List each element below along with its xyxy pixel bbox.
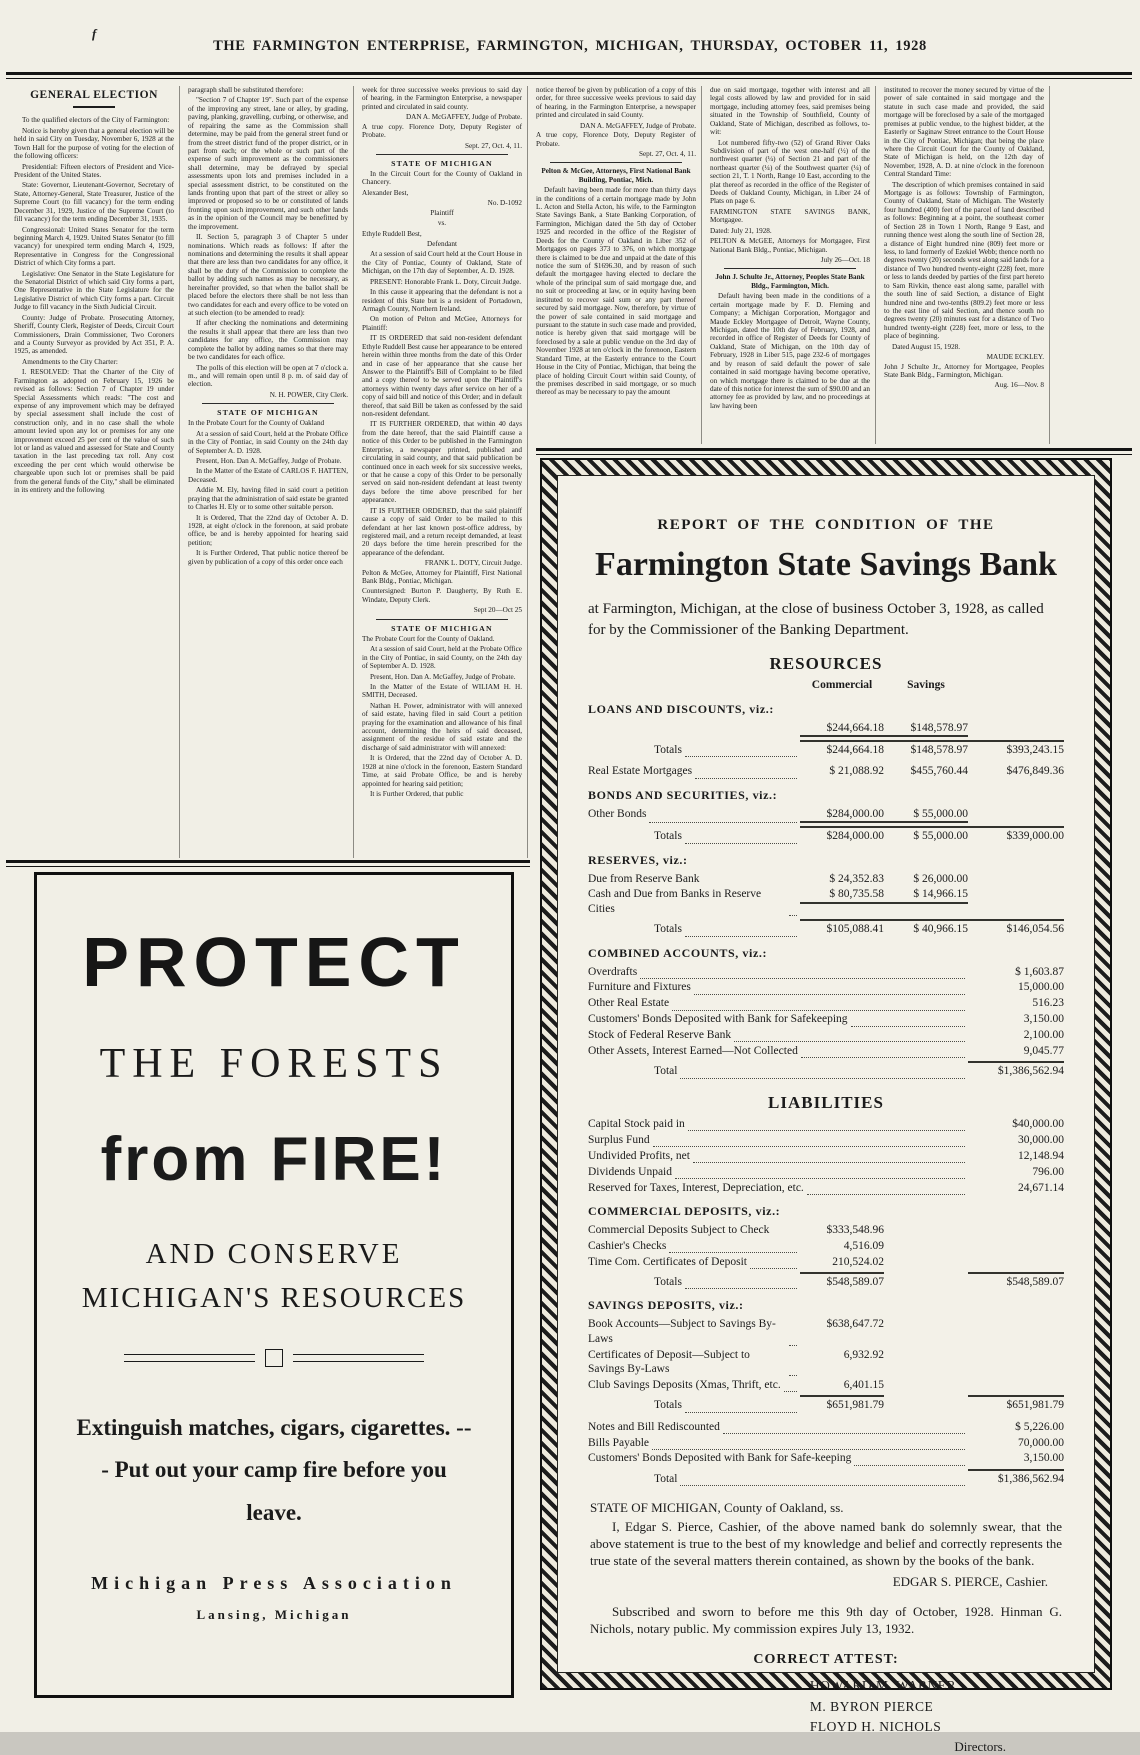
dot-leader — [695, 775, 797, 779]
row-label: Notes and Bill Rediscounted — [588, 1420, 720, 1433]
dot-leader — [702, 883, 797, 886]
amount-commercial: 210,524.02 — [832, 1255, 884, 1268]
amount-commercial: $244,664.18 — [800, 721, 884, 737]
bank-report-inner — [557, 475, 1095, 1755]
dot-leader — [723, 1430, 965, 1434]
text-block: notice thereof be given by publication of a copy of this order, for three successive weeks previous to said day of hearing, in the Farmington Enterprise, a newspaper printed and circulated in said County. — [536, 86, 696, 120]
dot-leader — [789, 1342, 797, 1346]
text-block: "Section 7 of Chapter 19". Such part of the expense of the improving any street, lane or alley, by grading, paving, planking, gravelling, curbing, or otherwise, and of repairing the same as the Commission shall determine, may be paid from the general street fund or from the street district fund of the proper district, or in part from each; or the whole or such part of the expense of such improvement as the commissioners shall determine, may be defrayed by special assessments upon lots and premises included in a special assessment district, to be constituted on the lands fronting upon that part of the street or alley so improved or proposed so to be or constituted of lands fronting upon such improvement, and such other lands as in the opinion of the Council may be benefitted by the improvement. — [188, 96, 348, 231]
dot-leader — [854, 1462, 965, 1466]
amount-total: 3,150.00 — [1023, 1452, 1064, 1465]
text-block: Default having been made in the conditions of a certain mortgage made by F. D. Fleming and Company; a Michigan Corporation, Mortgagor and Maude Eckley Mortgagee of Detroit, Wayne County, Michigan, dated the 10th day of February, 1928, and recorded in office of Register of Deeds for County of Oakland, State of Michigan, on the 10th day of February, 1928 in Liber 515, page 232-6 of mortgages and by reason of said default the power of sale contained in said mortgage having become operative, on which mortgage there is claimed to be due at the date of this notice for interest the sum of $90.00 and an attorney fee as provided by law, and no proceedings at law having been — [710, 292, 870, 410]
amount-commercial: $284,000.00 — [800, 807, 884, 823]
text-block: FRANK L. DOTY, Circuit Judge. — [424, 559, 522, 568]
amount-commercial: 4,516.09 — [843, 1239, 884, 1252]
statement-row — [588, 764, 1064, 778]
amount-commercial: $284,000.00 — [800, 826, 884, 843]
text-block — [376, 154, 508, 155]
amount-total: $ 5,226.00 — [1015, 1420, 1064, 1433]
text-block — [724, 268, 856, 269]
row-label: RESERVES, viz.: — [588, 852, 688, 867]
row-label: Surplus Fund — [588, 1133, 650, 1146]
text-block: week for three successive weeks previous to said day of hearing, in the Farmington Enterprise, a newspaper printed and circulated in said county. — [362, 86, 522, 111]
text-block: PRESENT: Honorable Frank L. Doty, Circuit Judge. — [370, 277, 522, 286]
text-block: instituted to recover the money secured by virtue of the power of sale contained in said mortgage and the statute in such case made and provided, the said mortgage will be foreclosed by a sale of the mortgaged premises at public vendue, to the highest bidder, at the Easterly or Saginaw Street entrance to the Court House in the City of Pontiac, Michigan; that being the place where the Circuit Court for the County of Oakland, State of Michigan is held, on the 12th day of November, 1928, A. D. at nine o'clock in the forenoon Central Standard Time: — [884, 86, 1044, 179]
dot-leader — [783, 1216, 797, 1219]
amount-commercial: $548,589.07 — [800, 1272, 884, 1289]
text-block: Present, Hon. Dan A. McGaffey, Judge of Probate. — [196, 456, 342, 465]
amount-total: $651,981.79 — [968, 1395, 1064, 1412]
statement-row — [588, 1469, 1064, 1486]
statement-row — [588, 1451, 1064, 1465]
amount-savings: $ 55,000.00 — [884, 826, 968, 843]
dot-leader — [685, 1285, 797, 1289]
dot-leader — [680, 1482, 965, 1486]
text-block — [550, 162, 682, 163]
statement-row — [588, 853, 1064, 868]
statement-row — [588, 1395, 1064, 1412]
row-label: Due from Reserve Bank — [588, 872, 700, 885]
statement-row — [588, 1181, 1064, 1195]
amount-commercial: $105,088.41 — [800, 919, 884, 936]
statement-row — [588, 1028, 1064, 1042]
statement-row — [588, 1420, 1064, 1434]
text-block: The description of which premises contained in said Mortgage is as follows: Township of Farmington, County of Oakland, State of Michigan. The Westerly four hundred (400) feet of the parcel of land described as follows: Beginning at a point, the southeast corner of Section 28 in Town 1 North, Range 9 East, and running thence west along the south line of Section 28, a distance of Eight hundred nine (809) feet more or less, to land formerly of Ezekiel Webb; thence north no degrees twenty (20) seconds west along said lands for a distance of Two hundred twenty-eight (228) feet, more or less to lands deeded by parties of the first part hereto to Sam Rivkin, thence east along same, parallel with the south line of said Section, a distance of Eight hundred nine and two-tenths (809.2) feet more or less to the east line of said Section, and thence south no degrees twenty (20) minutes east for a distance of Two hundred twenty-eight (228) feet, more or less, to the place of beginning. — [884, 180, 1044, 341]
dot-leader — [747, 1310, 797, 1313]
text-block: I. RESOLVED: That the Charter of the City of Farmington as adopted on February 15, 1926 be revised as follows: Section 7 of Chapter 19 under Special Assessments which reads: "The cost and expense of any improvement which may be defrayed by special assessment shall include the cost of construction only, and in no case shall the whole amount levied upon any lot or premises for any one improvement exceed 25 per cent of the value of such lot or land as valued and assessed for State and County taxation in the last preceding tax roll. Any cost exceeding the per cent which would otherwise be chargeable upon such lot or premises shall be paid from the general funds of the City," shall be eliminated in its entirety and the following — [14, 368, 174, 495]
text-block: Notice is hereby given that a general election will be held in said City on Tuesday, November 6, 1928 at the Town Hall for the purpose of voting for the election of the following officers: — [14, 126, 174, 161]
ornament-square-icon — [265, 1349, 283, 1367]
amount-total: 3,150.00 — [1023, 1013, 1064, 1026]
directors-list — [810, 1676, 956, 1737]
ad-organization: Michigan Press Association — [91, 1573, 457, 1594]
row-label: Overdrafts — [588, 965, 638, 978]
text-block: Congressional: United States Senator for the term beginning March 4, 1929. United States Senator (to fill vacancy) for unexpired term ending March 4, 1929, Representative in Congress for the Congressional District of which City forms a part. — [14, 225, 174, 268]
affidavit — [590, 1500, 1062, 1570]
amount-total: $393,243.15 — [968, 740, 1064, 757]
liabilities-heading: LIABILITIES — [768, 1092, 884, 1112]
statement-row — [588, 1378, 1064, 1392]
statement-row — [588, 1223, 1064, 1237]
statement-row — [588, 1272, 1064, 1289]
dot-leader — [640, 975, 965, 979]
text-block: Sept. 27, Oct. 4, 11. — [464, 141, 522, 150]
dot-leader — [851, 1023, 965, 1027]
cashier-signature: EDGAR S. PIERCE, Cashier. — [892, 1573, 1048, 1589]
statement-row — [588, 919, 1064, 936]
masthead-title: THE FARMINGTON ENTERPRISE, FARMINGTON, MICHIGAN, THURSDAY, OCTOBER 11, 1928 — [213, 38, 927, 54]
amount-commercial: 6,401.15 — [843, 1378, 884, 1391]
amount-savings: Savings — [907, 679, 945, 692]
statement-row — [588, 1012, 1064, 1026]
dot-leader — [680, 1075, 965, 1079]
row-label: Time Com. Certificates of Deposit — [588, 1255, 747, 1268]
row-label: Reserved for Taxes, Interest, Depreciation, etc. — [588, 1181, 804, 1194]
amount-savings: $ 40,966.15 — [884, 919, 968, 936]
row-label: Total — [654, 1472, 678, 1485]
text-block: Alexander Best, — [362, 188, 409, 197]
text-block: FARMINGTON STATE SAVINGS BANK, Mortgagee. — [710, 207, 870, 225]
amount-total: 24,671.14 — [1018, 1181, 1064, 1194]
amount-total: $548,589.07 — [968, 1272, 1064, 1289]
directors-label: Directors. — [954, 1739, 1006, 1755]
amount-commercial: Commercial — [811, 679, 873, 692]
notary-statement — [590, 1604, 1062, 1638]
text-block: John J Schulte Jr., Attorney for Mortgagee, Peoples State Bank Bldg., Farmington, Michigan. — [884, 362, 1044, 379]
text-block: Presidential: Fifteen electors of President and Vice-President of the United States. — [14, 162, 174, 179]
amount-total: $146,054.56 — [968, 919, 1064, 936]
text-block: It is Further Ordered, That public notice thereof be given by publication of a copy of this order once each — [188, 549, 348, 566]
text-block: Amendments to the City Charter: — [22, 357, 118, 366]
row-label: Club Savings Deposits (Xmas, Thrift, etc. — [588, 1378, 781, 1391]
text-block: Defendant — [427, 240, 457, 249]
statement-row — [588, 702, 1064, 717]
column-4 — [536, 86, 702, 444]
row-label: Commercial Deposits Subject to Check — [588, 1223, 770, 1236]
text-block: vs. — [437, 219, 447, 228]
statement-row — [588, 996, 1064, 1010]
bank-report-subtitle: at Farmington, Michigan, at the close of business October 3, 1928, as called for by the Commissioner of the Banking Department. — [588, 601, 1044, 638]
forest-fire-ad — [34, 872, 514, 1698]
amount-commercial: 6,932.92 — [843, 1348, 884, 1361]
amount-commercial: $ 24,352.83 — [829, 872, 884, 885]
row-label: Totals — [654, 923, 682, 936]
text-block: In the Matter of the Estate of WILIAM H. H. SMITH, Deceased. — [362, 682, 522, 700]
row-label: Certificates of Deposit—Subject to Savings By-Laws — [588, 1348, 750, 1376]
text-block: IT IS FURTHER ORDERED, that within 40 days from the date hereof, that the said Plaintiff cause a notice of this Order to be published in the Farmington Enterprise, a newspaper printed, published and circulating in said county, and that said publication be continued once in each week for six successive weeks, or that he cause a copy of this Order to be personally served on said non-resident defendant at least twenty days before the time above prescribed for her appearance. — [362, 420, 522, 505]
row-label: LOANS AND DISCOUNTS, viz.: — [588, 701, 774, 716]
dot-leader — [693, 1159, 965, 1163]
statement-row — [588, 740, 1064, 757]
statement-row — [588, 1436, 1064, 1450]
row-label: Total — [654, 1065, 678, 1078]
text-block: Dated: July 21, 1928. — [710, 226, 772, 235]
amount-commercial: $638,647.72 — [826, 1318, 884, 1331]
bank-report-kicker: REPORT OF THE CONDITION OF THE — [657, 517, 995, 533]
amount-savings: $148,578.97 — [884, 721, 968, 737]
dot-leader — [669, 1249, 797, 1253]
amount-savings: $ 14,966.15 — [884, 887, 968, 903]
bank-report-box — [540, 458, 1112, 1755]
statement-row — [588, 1298, 1064, 1313]
amount-savings: $455,760.44 — [910, 765, 968, 778]
text-block — [376, 619, 508, 620]
dot-leader — [685, 1409, 797, 1413]
text-block: At a session of said Court held at the Court House in the City of Pontiac, County of Oakland, State of Michigan, on the 17th day of September, A. D. 1928. — [362, 250, 522, 276]
row-label: SAVINGS DEPOSITS, viz.: — [588, 1298, 744, 1313]
amount-total: 12,148.94 — [1018, 1149, 1064, 1162]
statement-row — [588, 1165, 1064, 1179]
text-block: Ethyle Ruddell Best, — [362, 229, 422, 238]
affidavit-intro: STATE OF MICHIGAN, County of Oakland, ss. — [590, 1500, 844, 1516]
statement-row — [588, 1061, 1064, 1078]
statement-row — [588, 872, 1064, 886]
text-block: MAUDE ECKLEY. — [986, 353, 1044, 362]
amount-commercial: $244,664.18 — [800, 740, 884, 757]
text-block: In the Circuit Court for the County of Oakland in Chancery. — [362, 170, 522, 187]
row-label: Other Real Estate — [588, 997, 670, 1010]
text-block: July 26—Oct. 18 — [820, 256, 870, 265]
resources-heading: RESOURCES — [769, 653, 883, 673]
dot-leader — [780, 800, 797, 803]
notary-text: Subscribed and sworn to before me this 9th day of October, 1928. Hinman G. Nichols, notary public. My commission expires July 13, 1932. — [590, 1603, 1062, 1636]
text-block: County: Judge of Probate. Prosecuting Attorney, Sheriff, County Clerk, Register of Deeds, Circuit Court Commissioners, Drain Commissioner, Two Coroners and a County Surveyor as provided by Act 351, P. A. 1925, as amended. — [14, 313, 174, 356]
amount-total: 796.00 — [1032, 1165, 1064, 1178]
folio-mark: f — [92, 26, 97, 41]
row-label: Customers' Bonds Deposited with Bank for Safe-keeping — [588, 1452, 852, 1465]
row-label: Totals — [654, 1399, 682, 1412]
text-block: On motion of Pelton and McGee, Attorneys for Plaintiff: — [362, 315, 522, 332]
dot-leader — [649, 819, 797, 823]
text-block: IT IS FURTHER ORDERED, that the said plaintiff cause a copy of said Order to be mailed to this defendant at her last known post-office address, by registered mail, and a return receipt demanded, at least 20 days before the time herein prescribed for the appearance of the defendant. — [362, 506, 522, 557]
text-block: Present, Hon. Dan A. McGaffey, Judge of Probate. — [370, 672, 516, 681]
row-label: Undivided Profits, net — [588, 1149, 690, 1162]
statement-row — [588, 1348, 1064, 1377]
row-label: Customers' Bonds Deposited with Bank for Safekeeping — [588, 1013, 848, 1026]
text-block — [202, 403, 334, 404]
statement-row — [588, 980, 1064, 994]
text-block: State: Governor, Lieutenant-Governor, Secretary of State, Attorney-General, State Treasurer, Justice of the Supreme Court (to fill vacancy) for the term ending December 31, 1929, Justice of the Supreme Court (to fill vacancy) for the term ending December 31, 1935. — [14, 181, 174, 224]
dot-leader — [694, 991, 965, 995]
dot-leader — [750, 1265, 797, 1269]
statement-row — [588, 1044, 1064, 1058]
amount-total: $40,000.00 — [1012, 1118, 1064, 1131]
ornament-line-left — [124, 1354, 255, 1362]
dot-leader — [591, 734, 797, 737]
amount-savings: $ 55,000.00 — [884, 807, 968, 823]
affidavit-body: I, Edgar S. Pierce, Cashier, of the above named bank do solemnly swear, that the above statement is true to the best of my knowledge and belief and correctly represents the true state of the several matters therein contained, as shown by the books of the bank. — [590, 1519, 1062, 1568]
text-block: due on said mortgage, together with interest and all legal costs allowed by law and provided for in said mortgage, including attorney fees, said premises being situated in the Township of Southfield, County of Oakland, State of Michigan, described as follows, to-wit: — [710, 86, 870, 137]
dot-leader — [672, 1007, 965, 1011]
text-block: STATE OF MICHIGAN — [391, 623, 493, 633]
column-3 — [362, 86, 528, 858]
dot-leader — [591, 690, 797, 693]
resources-table — [588, 678, 1064, 1078]
dot-leader — [685, 840, 797, 844]
row-label: Book Accounts—Subject to Savings By-Laws — [588, 1318, 776, 1345]
statement-row — [588, 1239, 1064, 1253]
ornament-line-right — [293, 1354, 424, 1362]
ad-subline-resources: MICHIGAN'S RESOURCES — [81, 1281, 467, 1314]
row-label: Bills Payable — [588, 1436, 650, 1449]
row-label: COMBINED ACCOUNTS, viz.: — [588, 945, 768, 960]
dot-leader — [807, 1191, 965, 1195]
text-block: A true copy. Florence Doty, Deputy Register of Probate. — [362, 122, 522, 140]
ad-slogan: Extinguish matches, cigars, cigarettes. --- Put out your camp fire before you leave. — [76, 1414, 472, 1525]
text-block: No. D-1092 — [487, 199, 522, 208]
amount-total: 2,100.00 — [1023, 1029, 1064, 1042]
dot-leader — [685, 933, 797, 937]
text-block: In this cause it appearing that the defendant is not a resident of this State but is a resident of Portadown, Armagh County, Northern Ireland. — [362, 288, 522, 313]
dot-leader — [789, 912, 797, 916]
row-label: Totals — [654, 744, 682, 757]
column-6 — [884, 86, 1050, 444]
statement-row — [588, 1317, 1064, 1346]
amount-total: $339,000.00 — [968, 826, 1064, 843]
text-block: Sept 20—Oct 25 — [473, 606, 522, 615]
text-block: In the Probate Court for the County of Oakland — [188, 419, 325, 428]
dot-leader — [691, 865, 797, 868]
director-name: FLOYD H. NICHOLS — [809, 1718, 942, 1734]
amount-commercial: $ 80,735.58 — [800, 887, 884, 903]
statement-row — [588, 1149, 1064, 1163]
ad-divider-ornament — [124, 1349, 424, 1367]
ad-headline-protect: PROTECT — [82, 923, 466, 1001]
text-block: John J. Schulte Jr., Attorney, Peoples State Bank Bldg., Farmington, Mich. — [715, 273, 865, 290]
right-section-rule — [536, 448, 1132, 455]
dot-leader — [685, 753, 797, 757]
text-block: IT IS ORDERED that said non-resident defendant Ethyle Ruddell Best cause her appearance to be entered herein within three months from the date of this Order and in case of her appearance that she cause her Answer to the Plaintiff's Bill of Complaint to be filed and a copy thereof to be served upon the Plaintiff's attorneys within twenty days after service on her of a copy of said bill and notice of this Order; and in default thereof, that said Bill be taken as confessed by the said non-resident defendant. — [362, 334, 522, 419]
dot-leader — [801, 1054, 965, 1058]
statement-row — [588, 678, 1064, 692]
row-label: Furniture and Fixtures — [588, 981, 691, 994]
text-block: If after checking the nominations and determining the results it shall appear that there are less than two candidates for any office, the Commission may complete the ballot by adding names so that there may be two candidates for each office. — [188, 319, 348, 362]
statement-row — [588, 965, 1064, 979]
text-block: It is Ordered, That the 22nd day of October A. D. 1928, at eight o'clock in the forenoon, at said probate office, be and is hereby appointed for hearing said petition; — [188, 513, 348, 547]
text-block: STATE OF MICHIGAN — [217, 408, 319, 418]
amount-total: 516.23 — [1032, 997, 1064, 1010]
column-2 — [188, 86, 354, 858]
dot-leader — [652, 1446, 965, 1450]
statement-row — [588, 1117, 1064, 1131]
amount-commercial: $ 21,088.92 — [829, 765, 884, 778]
statement-row — [588, 946, 1064, 961]
text-block: A true copy, Florence Doty, Deputy Register of Probate. — [536, 131, 696, 148]
text-block: Plaintiff — [430, 208, 454, 217]
statement-row — [588, 1133, 1064, 1147]
amount-commercial: $651,981.79 — [800, 1395, 884, 1412]
row-label: Cash and Due from Banks in Reserve Cities — [588, 888, 762, 915]
dot-leader — [789, 1372, 797, 1376]
text-block: DAN A. McGAFFEY, Judge of Probate. — [405, 113, 522, 122]
director-name: HOWARD M. WARNER — [809, 1678, 956, 1694]
row-label: Real Estate Mortgages — [588, 765, 693, 778]
text-block: Addie M. Ely, having filed in said court a petition praying that the administration of said estate be granted to Charles H. Ely or to some other suitable person. — [188, 486, 348, 512]
amount-total: 15,000.00 — [1018, 981, 1064, 994]
dot-leader — [688, 1127, 965, 1131]
text-block: The Probate Court for the County of Oakland. — [362, 634, 495, 643]
text-block: Nathan H. Power, administrator with will annexed of said estate, having filed in said Court a petition praying for the examination and allowance of his final account, determining the heirs of said deceased, assignment of the residue of said estate and the discharge of said administrator with will annexed: — [362, 701, 522, 752]
row-label: BONDS AND SECURITIES, viz.: — [588, 787, 778, 802]
amount-total: $1,386,562.94 — [968, 1061, 1064, 1078]
text-block: Default having been made for more than thirty days in the conditions of a certain mortgage made by John L. Acton and Stella Acton, his wife, to the Farmington State Savings Bank, a State Banking Corporation, of Farmington, Michigan dated the 5th day of October 1925 and recorded in the office of the Register of Deeds for the County of Oakland in Liber 352 of Mortgages on pages 373 to 376, on which mortgage there is claimed to be due and unpaid at the date of this notice the sum of $1696.30, and by reason of such default the mortgagee having elected to declare the whole of the principal sum of said mortgage due, and no suit or proceeding at law, or in equity having been instituted to recover said sum or any part thereof secured by said mortgage. Now, therefore, by virtue of the power of sale contained in said mortgage and pursuant to the statute in such case made and provided, notice is hereby given that said mortgage will be foreclosed by a sale at public vendue on the 3rd day of November 1928 at ten o'clock in the forenoon, Eastern Standard Time, at the Easterly entrance to the Court House in the City of Pontiac, Michigan, that being the place of holding Circuit Court within said County, of the premises described in said mortgage, or so much thereof as may be necessary to pay the amount — [536, 186, 696, 397]
amount-total: $476,849.36 — [1006, 765, 1064, 778]
statement-row — [588, 807, 1064, 823]
liabilities-table — [588, 1117, 1064, 1486]
text-block: DAN A. McGAFFEY, Judge of Probate. — [579, 121, 696, 130]
dot-leader — [770, 958, 797, 961]
text-block: Legislative: One Senator in the State Legislature for the Senatorial District of which said City forms a part, One Representative in the State Legislature for the Legislative District of which City forms a part. Circuit Judge to fill vacancy in the Sixth Judicial Circuit. — [14, 269, 174, 312]
amount-total: 9,045.77 — [1023, 1044, 1064, 1057]
text-block: II. Section 5, paragraph 3 of Chapter 5 under nominations. Which reads as follows: If after the nominations and determining the results it shall appear that there are less than two candidates for any office, it shall be the duty of the Commission to complete the ballot by adding such names as may be necessary, as hereinafter provided, so that when the ballot shall be placed before the electors there shall be not less than two candidates for each and every office to be voted on at such election (to be amended to read): — [188, 233, 348, 317]
text-block: In the Matter of the Estate of CARLOS F. HATTEN, Deceased. — [188, 467, 348, 484]
row-label: Totals — [654, 830, 682, 843]
text-block: At a session of said Court, held at the Probate Office in the City of Pontiac, in said County on the 24th day of September A. D. 1928. — [188, 429, 348, 455]
ad-city: Lansing, Michigan — [196, 1607, 352, 1623]
row-label: Other Bonds — [588, 807, 647, 820]
attest-heading: CORRECT ATTEST: — [753, 1651, 899, 1667]
row-label: Cashier's Checks — [588, 1239, 667, 1252]
text-block: Pelton & McGee, Attorneys, First National Bank Building, Pontiac, Mich. — [541, 167, 691, 184]
text-block: STATE OF MICHIGAN — [391, 158, 493, 168]
text-block: paragraph shall be substituted therefore: — [188, 86, 304, 94]
row-label: Stock of Federal Reserve Bank — [588, 1029, 732, 1042]
text-block: Pelton & McGee, Attorney for Plaintiff, First National Bank Bldg., Pontiac, Michigan. — [362, 568, 522, 586]
ad-headline-fire: from FIRE! — [100, 1125, 448, 1194]
statement-row — [588, 1255, 1064, 1269]
dot-leader — [675, 1175, 965, 1179]
dot-leader — [772, 1234, 797, 1237]
amount-commercial: $333,548.96 — [826, 1223, 884, 1236]
text-block: GENERAL ELECTION — [14, 89, 174, 108]
text-block: N. H. POWER, City Clerk. — [269, 390, 348, 399]
row-label: Capital Stock paid in — [588, 1118, 685, 1131]
statement-row — [588, 788, 1064, 803]
ad-headline-forests: THE FORESTS — [99, 1041, 449, 1087]
text-block: To the qualified electors of the City of Farmington: — [22, 116, 170, 125]
dot-leader — [784, 1388, 797, 1392]
statement-row — [588, 826, 1064, 843]
statement-row — [588, 721, 1064, 737]
dot-leader — [653, 1143, 965, 1147]
statement-row — [588, 1204, 1064, 1219]
row-label: Totals — [654, 1276, 682, 1289]
text-block: Dated August 15, 1928. — [892, 342, 961, 351]
left-section-rule — [6, 860, 530, 867]
text-block: PELTON & McGEE, Attorneys for Mortgagee, First National Bank Bldg., Pontiac, Michigan. — [710, 237, 870, 254]
column-5 — [710, 86, 876, 444]
statement-row — [588, 887, 1064, 916]
ad-subline-conserve: AND CONSERVE — [145, 1238, 403, 1270]
bank-name: Farmington State Savings Bank — [595, 546, 1057, 583]
text-block: It is Ordered, that the 22nd day of October A. D. 1928 at nine o'clock in the forenoon, Eastern Standard Time, at said Probate Office, be and is hereby appointed for hearing said petition; — [362, 754, 522, 788]
row-label: Other Assets, Interest Earned—Not Collected — [588, 1044, 798, 1057]
masthead-rule — [6, 72, 1132, 79]
amount-savings: $148,578.97 — [884, 740, 968, 757]
text-block: Aug. 16—Nov. 8 — [994, 381, 1044, 390]
director-name: M. BYRON PIERCE — [809, 1698, 934, 1714]
row-label: COMMERCIAL DEPOSITS, viz.: — [588, 1203, 781, 1218]
amount-total: 70,000.00 — [1018, 1436, 1064, 1449]
text-block: It is Further Ordered, that public — [370, 790, 464, 799]
row-label: Dividends Unpaid — [588, 1165, 673, 1178]
amount-savings: $ 26,000.00 — [913, 872, 968, 885]
text-block: At a session of said Court, held at the Probate Office in the City of Pontiac, in said County, on the 24th day of September A. D. 1928. — [362, 645, 522, 671]
column-1 — [14, 86, 180, 858]
amount-total: 30,000.00 — [1018, 1133, 1064, 1146]
text-block: The polls of this election will be open at 7 o'clock a. m., and will remain open until 8 p. m. of said day of election. — [188, 363, 348, 389]
amount-total: $1,386,562.94 — [968, 1469, 1064, 1486]
dot-leader — [734, 1038, 965, 1042]
text-block: Sept. 27, Oct. 4, 11. — [638, 149, 696, 158]
amount-total: $ 1,603.87 — [1015, 965, 1064, 978]
text-block: Lot numbered fifty-two (52) of Grand River Oaks Subdivision of part of the west one-half (½) of the northwest quarter (¼) of Section 21 and part of the northeast quarter (¼) of the Southwest quarter (¼) of section 21, T. 1 North, Range 10 East, according to the plat thereof as recorded in the office of the Register of Deeds of Oakland County, Michigan, in Liber 24 of Plats on page 6. — [710, 138, 870, 206]
text-block: Countersigned: Burton P. Daugherty, By Ruth E. Windate, Deputy Clerk. — [362, 587, 522, 604]
dot-leader — [777, 714, 797, 717]
